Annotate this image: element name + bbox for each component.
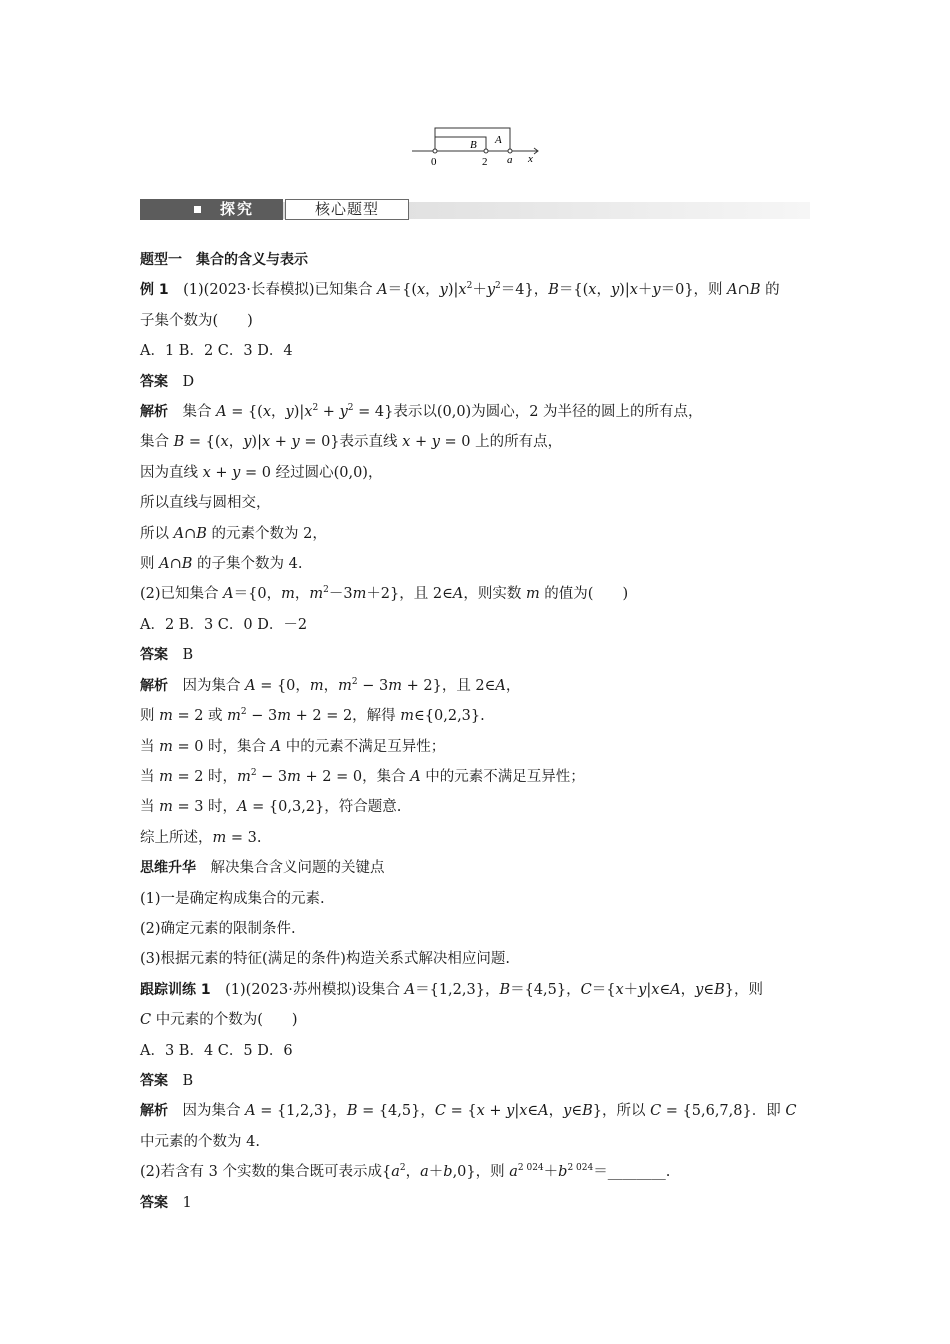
text-run: ∩ <box>737 282 750 299</box>
text-run: (2)确定元素的限制条件. <box>140 920 296 937</box>
bold-label: 答案 <box>140 647 168 664</box>
text-run: = {( <box>184 434 221 451</box>
math-variable: m <box>287 768 301 785</box>
text-run: = 0 时，集合 <box>172 738 271 755</box>
math-variable: y <box>285 404 294 421</box>
math-variable: B <box>714 981 725 998</box>
math-variable: A <box>377 282 388 299</box>
text-run: = 0 经过圆心(0,0)， <box>240 464 383 481</box>
text-run: − 3 <box>357 677 389 694</box>
text-line <box>140 488 812 518</box>
text-line <box>140 914 812 944</box>
text-run: 的 <box>760 282 780 299</box>
text-line <box>140 1096 812 1126</box>
math-variable: m <box>281 586 295 603</box>
math-variable: m <box>277 708 291 725</box>
text-run: ＝{ <box>591 981 616 998</box>
text-run: ＝{1,2,3}， <box>415 981 500 998</box>
text-line <box>140 275 812 305</box>
math-variable: B <box>196 525 207 542</box>
text-run: )| <box>293 404 305 421</box>
math-variable: x <box>261 434 271 451</box>
math-variable: C <box>434 1103 446 1120</box>
text-run: = {1,2,3}， <box>255 1103 347 1120</box>
math-variable: x <box>202 464 211 481</box>
math-variable: A <box>270 738 282 755</box>
text-line <box>140 640 812 670</box>
math-variable: a <box>391 1164 400 1181</box>
text-run: 的值为( ) <box>539 586 629 603</box>
banner-left-label: 探究 <box>220 200 255 218</box>
math-variable: b <box>558 1164 568 1181</box>
text-run: 因为直线 <box>140 464 203 481</box>
math-variable: m <box>338 677 352 694</box>
superscript: 2 <box>347 403 354 414</box>
text-run: + <box>484 1103 507 1120</box>
superscript: 2 024 <box>517 1163 544 1174</box>
text-line <box>140 549 812 579</box>
text-run: 综上所述， <box>140 829 213 846</box>
text-run: 集合 <box>140 434 174 451</box>
text-run: ,0}，则 <box>452 1164 510 1181</box>
math-variable: A <box>173 525 185 542</box>
math-variable: m <box>159 768 173 785</box>
figure-label-a-set: A <box>495 134 502 146</box>
math-variable: x <box>615 981 624 998</box>
math-variable: m <box>159 708 173 725</box>
text-line <box>140 336 812 366</box>
math-variable: m <box>237 768 251 785</box>
math-variable: B <box>499 981 511 998</box>
text-run: B <box>168 1072 194 1089</box>
text-line <box>140 671 812 701</box>
text-run: ∩ <box>169 556 182 573</box>
document-body <box>140 245 812 1218</box>
text-line <box>140 853 812 883</box>
math-variable: y <box>506 1103 515 1120</box>
text-run: D <box>168 373 195 390</box>
bold-label: 例 1 <box>140 282 169 299</box>
math-variable: B <box>181 556 193 573</box>
number-line-figure <box>410 122 550 172</box>
math-variable: a <box>420 1164 429 1181</box>
math-variable: A <box>404 981 416 998</box>
text-line <box>140 975 812 1005</box>
text-run: }，所以 <box>592 1103 651 1120</box>
text-line <box>140 458 812 488</box>
text-line <box>140 519 812 549</box>
math-variable: m <box>388 677 402 694</box>
math-variable: A <box>245 1103 256 1120</box>
text-run: ＋ <box>428 1164 444 1181</box>
text-run: 子集个数为( ) <box>140 312 253 329</box>
text-run: A．3 B．4 C．5 D．6 <box>140 1042 293 1059</box>
superscript: 2 <box>323 585 329 596</box>
superscript: 2 <box>466 281 473 292</box>
text-line <box>140 1036 812 1066</box>
math-variable: C <box>650 1103 662 1120</box>
text-run: }，则 <box>724 981 763 998</box>
text-run: = {4,5}， <box>357 1103 435 1120</box>
figure-tick-a: a <box>507 154 513 166</box>
text-line <box>140 701 812 731</box>
math-variable: A <box>538 1103 549 1120</box>
math-variable: x <box>519 1103 528 1120</box>
text-run: ＝0}，则 <box>660 282 728 299</box>
text-run: = 0}表示直线 <box>299 434 403 451</box>
text-line <box>140 823 812 853</box>
math-variable: y <box>652 282 661 299</box>
text-run: = 3 时， <box>172 799 238 816</box>
superscript: 2 <box>495 281 501 292</box>
text-run: + <box>410 434 432 451</box>
math-variable: B <box>346 1103 358 1120</box>
math-variable: m <box>309 586 324 603</box>
text-run: + <box>210 464 233 481</box>
superscript: 2 <box>250 767 257 778</box>
text-run: (1)(2023·长春模拟)已知集合 <box>168 282 378 299</box>
text-run: = {0,3,2}，符合题意. <box>247 799 402 816</box>
text-run: ， <box>596 282 611 299</box>
superscript: 2 <box>312 403 319 414</box>
math-variable: A <box>245 677 256 694</box>
text-line <box>140 367 812 397</box>
text-run: ， <box>271 404 286 421</box>
math-variable: A <box>237 799 248 816</box>
text-run: ＝4}， <box>500 282 549 299</box>
math-variable: x <box>220 434 229 451</box>
math-variable: x <box>416 282 426 299</box>
text-run: ， <box>405 1164 421 1181</box>
text-run: 的元素个数为 2， <box>206 525 327 542</box>
text-run: ＝{4,5}， <box>510 981 581 998</box>
math-variable: y <box>431 434 440 451</box>
square-bullet-icon <box>194 206 201 213</box>
text-run: 的子集个数为 4. <box>192 556 303 573</box>
text-run: ， <box>505 677 521 694</box>
bold-label: 思维升华 <box>140 860 196 877</box>
text-run: ＋ <box>623 981 639 998</box>
bold-label: 答案 <box>140 1072 168 1089</box>
banner-dark-tab <box>140 199 283 220</box>
text-run: 解决集合含义问题的关键点 <box>196 860 385 877</box>
text-line <box>140 732 812 762</box>
text-run: = {5,6,7,8}．即 <box>661 1103 786 1120</box>
text-line <box>140 762 812 792</box>
text-run: ∈ <box>659 981 671 998</box>
math-variable: y <box>339 404 348 421</box>
figure-label-b: B <box>470 139 477 151</box>
text-run: ＋ <box>637 282 653 299</box>
text-run: ＋ <box>472 282 487 299</box>
text-line <box>140 427 812 457</box>
banner-right-label: 核心题型 <box>285 199 409 220</box>
text-run: －3 <box>328 586 353 603</box>
math-variable: A <box>410 768 421 785</box>
text-run: + 2 = 0，集合 <box>300 768 411 785</box>
math-variable: y <box>486 282 496 299</box>
math-variable: m <box>309 677 324 694</box>
text-run: (2)已知集合 <box>140 586 224 603</box>
math-variable: B <box>749 282 761 299</box>
text-line <box>140 397 812 427</box>
text-run: ＋2}，且 2∈ <box>366 586 453 603</box>
text-run: (2)若含有 3 个实数的集合既可表示成{ <box>140 1164 392 1181</box>
math-variable: y <box>610 282 620 299</box>
figure-tick-two: 2 <box>482 156 488 168</box>
text-run: B <box>168 647 194 664</box>
math-variable: m <box>400 708 415 725</box>
text-run: )| <box>251 434 262 451</box>
math-variable: m <box>352 586 367 603</box>
bold-label: 题型一 集合的含义与表示 <box>140 252 308 268</box>
math-variable: a <box>509 1164 518 1181</box>
text-run: 当 <box>140 768 160 785</box>
text-run: ＝{( <box>387 282 417 299</box>
text-run: | <box>646 981 652 998</box>
math-variable: m <box>159 799 173 816</box>
superscript: 2 <box>399 1163 406 1174</box>
math-variable: C <box>140 1012 152 1029</box>
text-run: | <box>514 1103 520 1120</box>
math-variable: m <box>212 829 227 846</box>
text-run: − 3 <box>246 708 278 725</box>
text-run: = 4}表示以(0,0)为圆心，2 为半径的圆上的所有点， <box>353 404 703 421</box>
math-variable: x <box>476 1103 485 1120</box>
math-variable: y <box>695 981 704 998</box>
bold-label: 跟踪训练 1 <box>140 981 211 998</box>
text-run: (1)一是确定构成集合的元素. <box>140 890 325 907</box>
math-variable: A <box>670 981 681 998</box>
text-run: (3)根据元素的特征(满足的条件)构造关系式解决相应问题. <box>140 951 510 968</box>
text-run: = 2 或 <box>172 708 228 725</box>
math-variable: A <box>216 404 227 421</box>
text-line <box>140 1157 812 1187</box>
math-variable: m <box>525 586 540 603</box>
text-run: 所以 <box>140 525 174 542</box>
superscript: 2 <box>240 707 247 718</box>
text-run: ∈ <box>527 1103 539 1120</box>
text-run: 因为集合 <box>168 1103 246 1120</box>
text-run: 则 <box>140 556 160 573</box>
math-variable: x <box>262 404 272 421</box>
text-line <box>140 1127 812 1157</box>
text-run: = { <box>445 1103 477 1120</box>
text-run: ， <box>548 1103 564 1120</box>
text-run: ＋ <box>543 1164 559 1181</box>
text-run: = {( <box>226 404 263 421</box>
text-run: 中元素的个数为( ) <box>151 1012 298 1029</box>
text-run: 集合 <box>168 404 217 421</box>
bold-label: 答案 <box>140 373 168 390</box>
text-run: ， <box>425 282 440 299</box>
text-run: ＝{( <box>558 282 589 299</box>
bold-label: 答案 <box>140 1194 168 1211</box>
text-run: 中元素的个数为 4. <box>140 1133 260 1150</box>
figure-tick-zero: 0 <box>431 156 437 168</box>
text-run: ， <box>680 981 696 998</box>
math-variable: b <box>443 1164 453 1181</box>
text-run: 因为集合 <box>168 677 246 694</box>
math-variable: B <box>548 282 559 299</box>
text-run: ， <box>323 677 339 694</box>
superscript: 2 024 <box>567 1163 594 1174</box>
figure-axis-x: x <box>528 153 533 165</box>
text-run: 当 <box>140 738 160 755</box>
math-variable: y <box>563 1103 572 1120</box>
math-variable: A <box>159 556 170 573</box>
math-variable: x <box>651 981 660 998</box>
text-line <box>140 245 812 275</box>
text-line <box>140 1066 812 1096</box>
text-run: ∈ <box>703 981 715 998</box>
text-run: )| <box>447 282 459 299</box>
text-run: + 2 = 2，解得 <box>291 708 401 725</box>
text-run: A．2 B．3 C．0 D．－2 <box>140 616 308 633</box>
text-run: ＝{0， <box>233 586 282 603</box>
text-run: (1)(2023·苏州模拟)设集合 <box>210 981 405 998</box>
math-variable: y <box>638 981 647 998</box>
text-run: = 3. <box>226 829 262 846</box>
superscript: 2 <box>351 676 358 687</box>
text-line <box>140 944 812 974</box>
text-run: 当 <box>140 799 160 816</box>
text-run: ∩ <box>184 525 197 542</box>
math-variable: x <box>629 282 638 299</box>
text-line <box>140 792 812 822</box>
text-run: = {0， <box>255 677 310 694</box>
math-variable: m <box>227 708 241 725</box>
math-variable: C <box>580 981 592 998</box>
text-run: 中的元素不满足互异性； <box>281 738 446 755</box>
text-line <box>140 306 812 336</box>
text-run: = 2 时， <box>172 768 238 785</box>
text-run: ，则实数 <box>463 586 526 603</box>
text-line <box>140 1005 812 1035</box>
text-run: + <box>318 404 340 421</box>
math-variable: y <box>232 464 241 481</box>
math-variable: A <box>223 586 234 603</box>
text-run: 所以直线与圆相交， <box>140 495 271 512</box>
section-banner <box>140 198 810 224</box>
text-run: ， <box>294 586 310 603</box>
text-line <box>140 579 812 609</box>
text-run: )| <box>619 282 630 299</box>
text-run: + <box>270 434 292 451</box>
math-variable: y <box>439 282 448 299</box>
text-run: − 3 <box>256 768 288 785</box>
math-variable: y <box>291 434 300 451</box>
math-variable: B <box>173 434 185 451</box>
bold-label: 解析 <box>140 1103 168 1120</box>
math-variable: m <box>159 738 173 755</box>
math-variable: x <box>458 282 467 299</box>
math-variable: y <box>243 434 252 451</box>
math-variable: C <box>785 1103 797 1120</box>
math-variable: x <box>304 404 313 421</box>
math-variable: x <box>402 434 411 451</box>
text-run: A．1 B．2 C．3 D．4 <box>140 343 293 360</box>
math-variable: x <box>588 282 597 299</box>
text-line <box>140 884 812 914</box>
text-run: + 2}，且 2∈ <box>402 677 496 694</box>
text-line <box>140 610 812 640</box>
text-run: ∈{0,2,3}. <box>414 708 485 725</box>
text-run: ∈ <box>571 1103 583 1120</box>
text-run: 则 <box>140 708 160 725</box>
text-run: 1 <box>168 1194 192 1211</box>
text-run: ， <box>228 434 244 451</box>
text-run: ＝________. <box>593 1164 671 1181</box>
bold-label: 解析 <box>140 677 168 694</box>
bold-label: 解析 <box>140 404 168 421</box>
math-variable: A <box>727 282 738 299</box>
math-variable: B <box>582 1103 593 1120</box>
text-run: = 0 上的所有点， <box>439 434 563 451</box>
math-variable: A <box>452 586 464 603</box>
text-line <box>140 1188 812 1218</box>
math-variable: A <box>495 677 506 694</box>
text-run: 中的元素不满足互异性； <box>420 768 585 785</box>
